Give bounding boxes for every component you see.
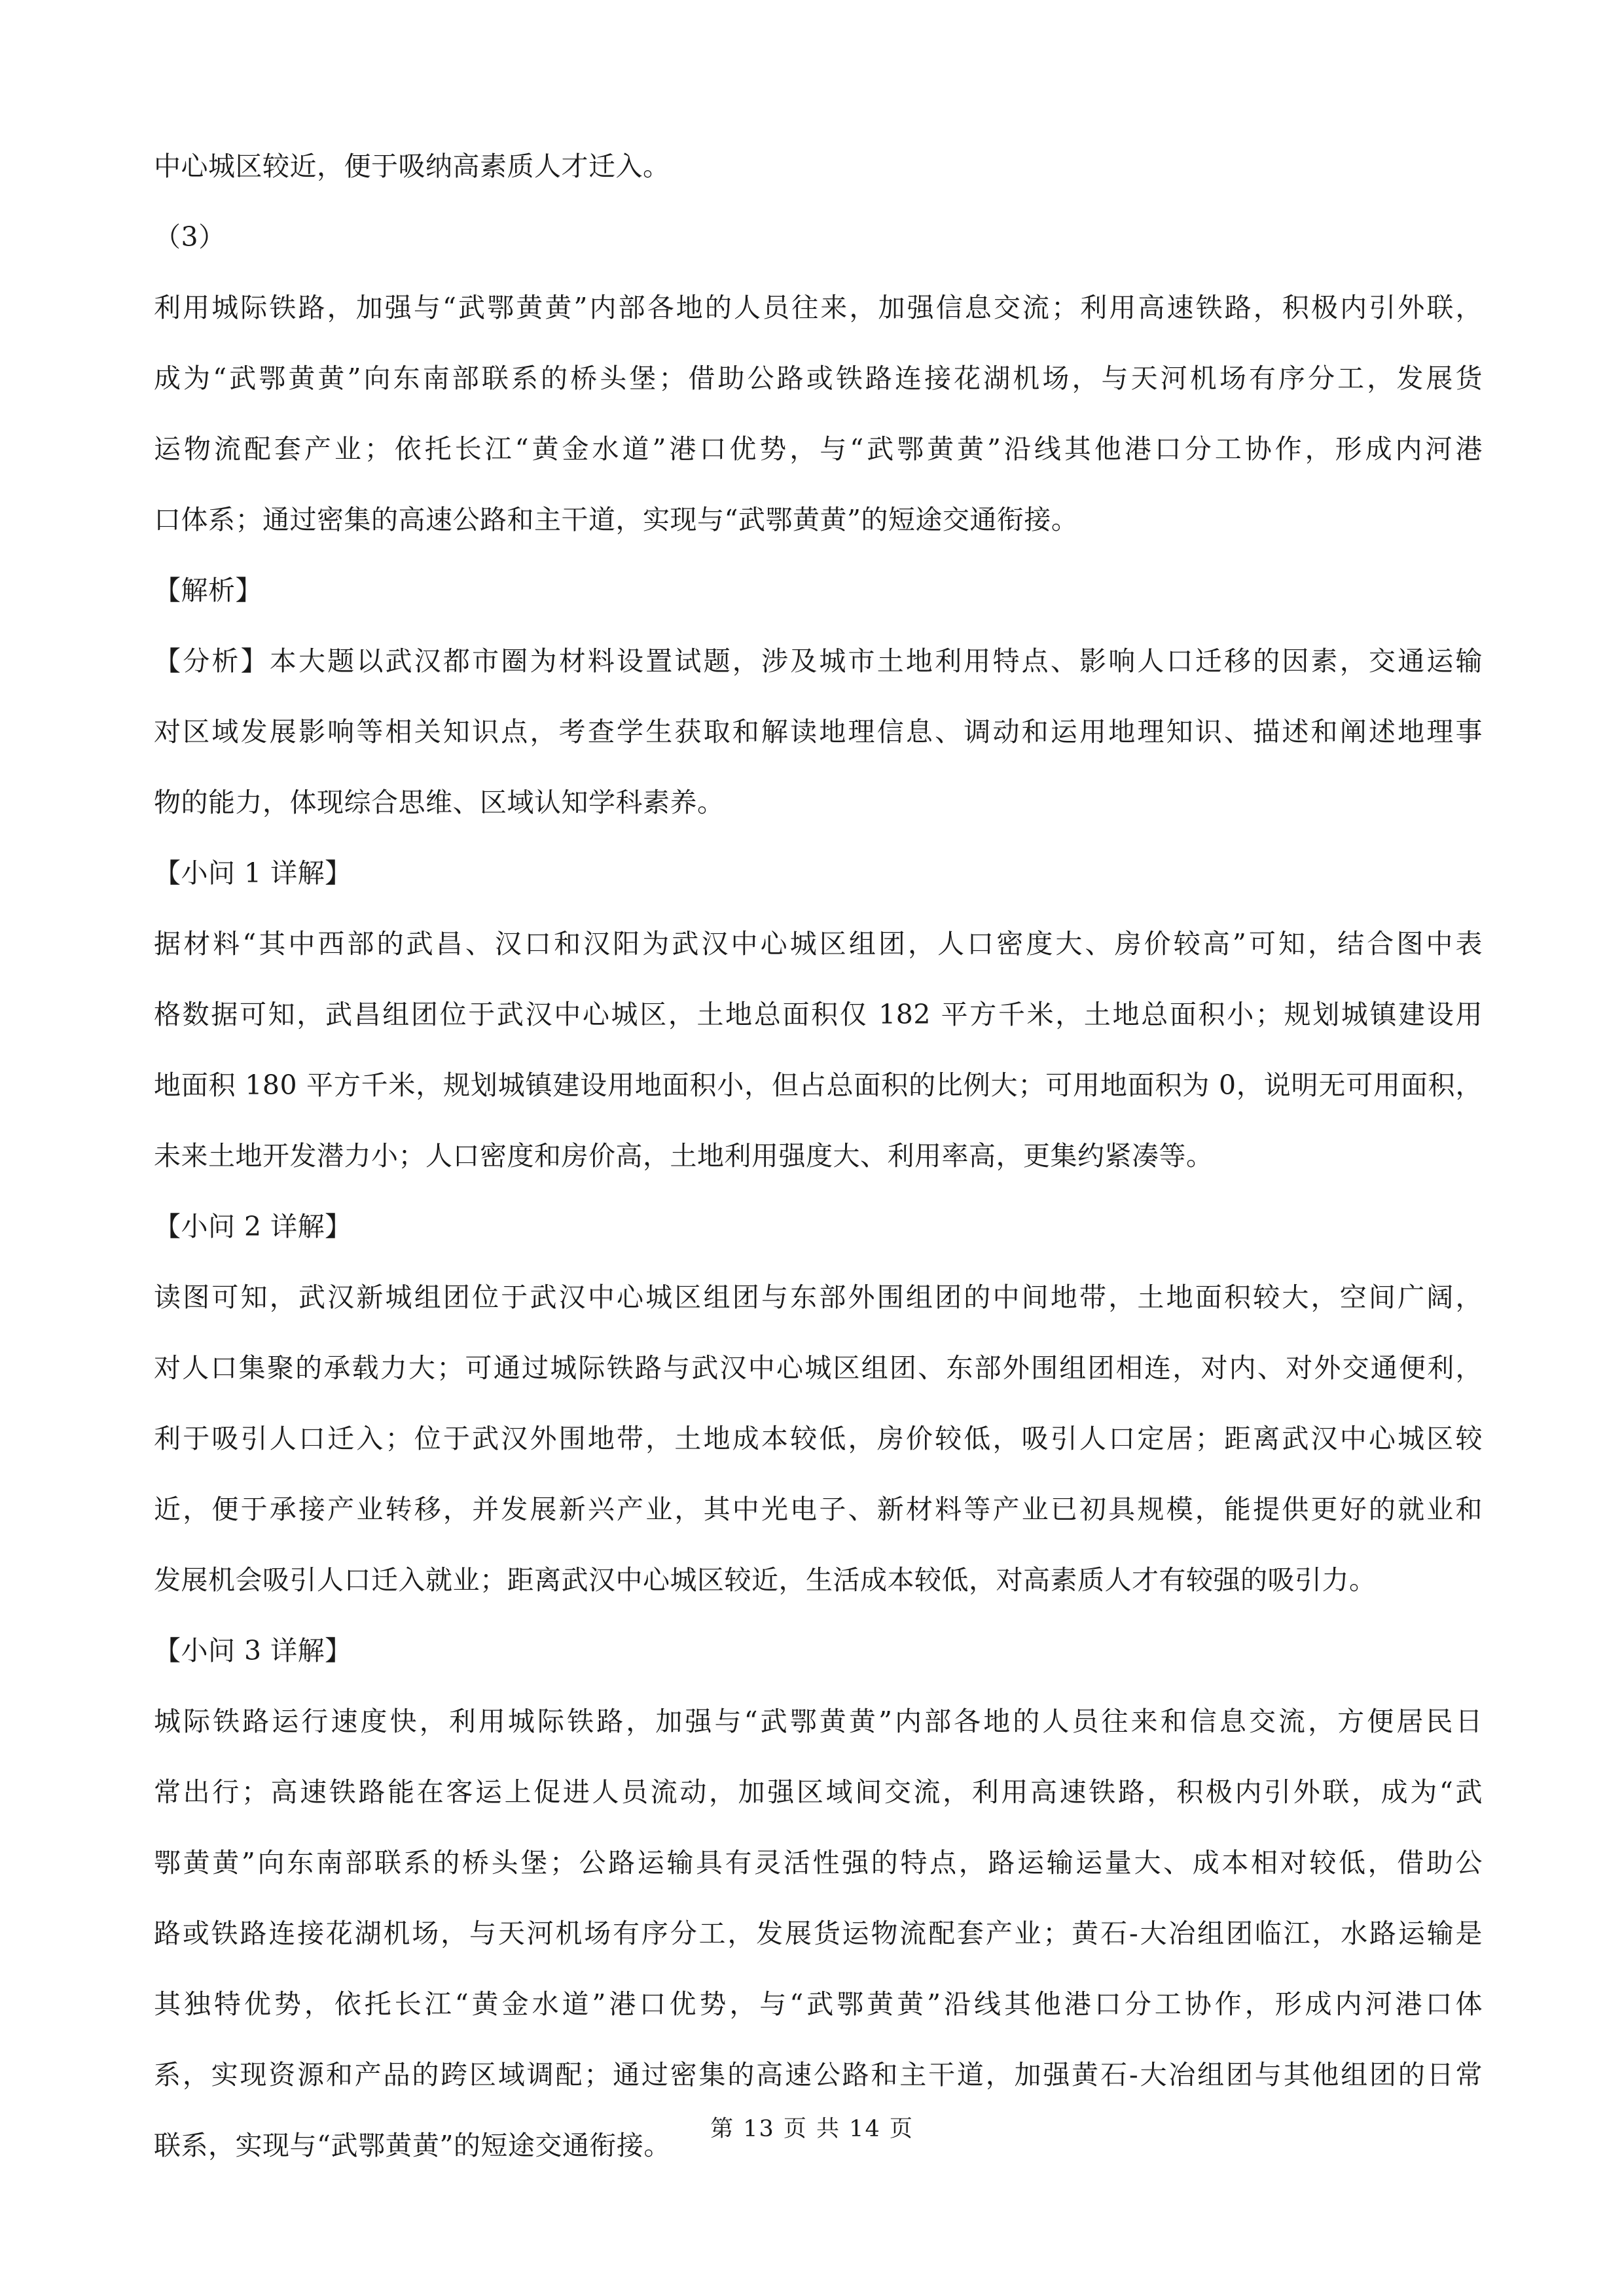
text-line: 未来土地开发潜力小；人口密度和房价高，土地利用强度大、利用率高，更集约紧凑等。 bbox=[154, 1140, 1214, 1172]
text-line: 路或铁路连接花湖机场，与天河机场有序分工，发展货运物流配套产业；黄石-大冶组团临江，水路运输是 bbox=[154, 1918, 1483, 1949]
text-line: 其独特优势，依托长江“黄金水道”港口优势，与“武鄂黄黄”沿线其他港口分工协作，形成内河港口体 bbox=[154, 1988, 1483, 2020]
text-line: 【分析】本大题以武汉都市圈为材料设置试题，涉及城市土地利用特点、影响人口迁移的因素，交通运输 bbox=[154, 645, 1483, 677]
text-line: 读图可知，武汉新城组团位于武汉中心城区组团与东部外围组团的中间地带，土地面积较大，空间广阔， bbox=[154, 1282, 1483, 1313]
text-line: 地面积 180 平方千米，规划城镇建设用地面积小，但占总面积的比例大；可用地面积为 0，说明无可用面积， bbox=[154, 1069, 1483, 1101]
text-line: 【小问 3 详解】 bbox=[154, 1635, 352, 1666]
text-line: 近，便于承接产业转移，并发展新兴产业，其中光电子、新材料等产业已初具规模，能提供更好的就业和 bbox=[154, 1494, 1483, 1525]
text-line: 发展机会吸引人口迁入就业；距离武汉中心城区较近，生活成本较低，对高素质人才有较强的吸引力。 bbox=[154, 1564, 1377, 1596]
text-line: 物的能力，体现综合思维、区域认知学科素养。 bbox=[154, 787, 725, 818]
text-line: 对区域发展影响等相关知识点，考查学生获取和解读地理信息、调动和运用地理知识、描述和阐述地理事 bbox=[154, 716, 1483, 747]
text-line: 中心城区较近，便于吸纳高素质人才迁入。 bbox=[154, 151, 670, 182]
text-line: 联系，实现与“武鄂黄黄”的短途交通衔接。 bbox=[154, 2130, 671, 2161]
text-line: 【解析】 bbox=[154, 575, 262, 606]
text-line: 对人口集聚的承载力大；可通过城际铁路与武汉中心城区组团、东部外围组团相连，对内、对外交通便利， bbox=[154, 1352, 1483, 1384]
text-line: 【小问 2 详解】 bbox=[154, 1211, 352, 1242]
document-body bbox=[154, 131, 1483, 2181]
text-line: 据材料“其中西部的武昌、汉口和汉阳为武汉中心城区组团，人口密度大、房价较高”可知，结合图中表 bbox=[154, 928, 1483, 960]
text-line: 成为“武鄂黄黄”向东南部联系的桥头堡；借助公路或铁路连接花湖机场，与天河机场有序分工，发展货 bbox=[154, 363, 1483, 394]
text-line: 口体系；通过密集的高速公路和主干道，实现与“武鄂黄黄”的短途交通衔接。 bbox=[154, 504, 1079, 535]
page-footer: 第 13 页 共 14 页 bbox=[710, 2116, 914, 2142]
text-line: 鄂黄黄”向东南部联系的桥头堡；公路运输具有灵活性强的特点，路运输运量大、成本相对较低，借助公 bbox=[154, 1847, 1483, 1878]
text-line: 常出行；高速铁路能在客运上促进人员流动，加强区域间交流，利用高速铁路，积极内引外联，成为“武 bbox=[154, 1776, 1483, 1808]
text-line: 【小问 1 详解】 bbox=[154, 857, 352, 889]
text-line: 利于吸引人口迁入；位于武汉外围地带，土地成本较低，房价较低，吸引人口定居；距离武汉中心城区较 bbox=[154, 1423, 1483, 1454]
text-line: 利用城际铁路，加强与“武鄂黄黄”内部各地的人员往来，加强信息交流；利用高速铁路，积极内引外联， bbox=[154, 292, 1483, 323]
text-line: 城际铁路运行速度快，利用城际铁路，加强与“武鄂黄黄”内部各地的人员往来和信息交流，方便居民日 bbox=[154, 1706, 1483, 1737]
text-line: 运物流配套产业；依托长江“黄金水道”港口优势，与“武鄂黄黄”沿线其他港口分工协作，形成内河港 bbox=[154, 433, 1483, 465]
text-line: 系，实现资源和产品的跨区域调配；通过密集的高速公路和主干道，加强黄石-大冶组团与其他组团的日常 bbox=[154, 2059, 1483, 2090]
text-line: 格数据可知，武昌组团位于武汉中心城区，土地总面积仅 182 平方千米，土地总面积小；规划城镇建设用 bbox=[154, 999, 1483, 1030]
text-line: （3） bbox=[154, 221, 226, 253]
